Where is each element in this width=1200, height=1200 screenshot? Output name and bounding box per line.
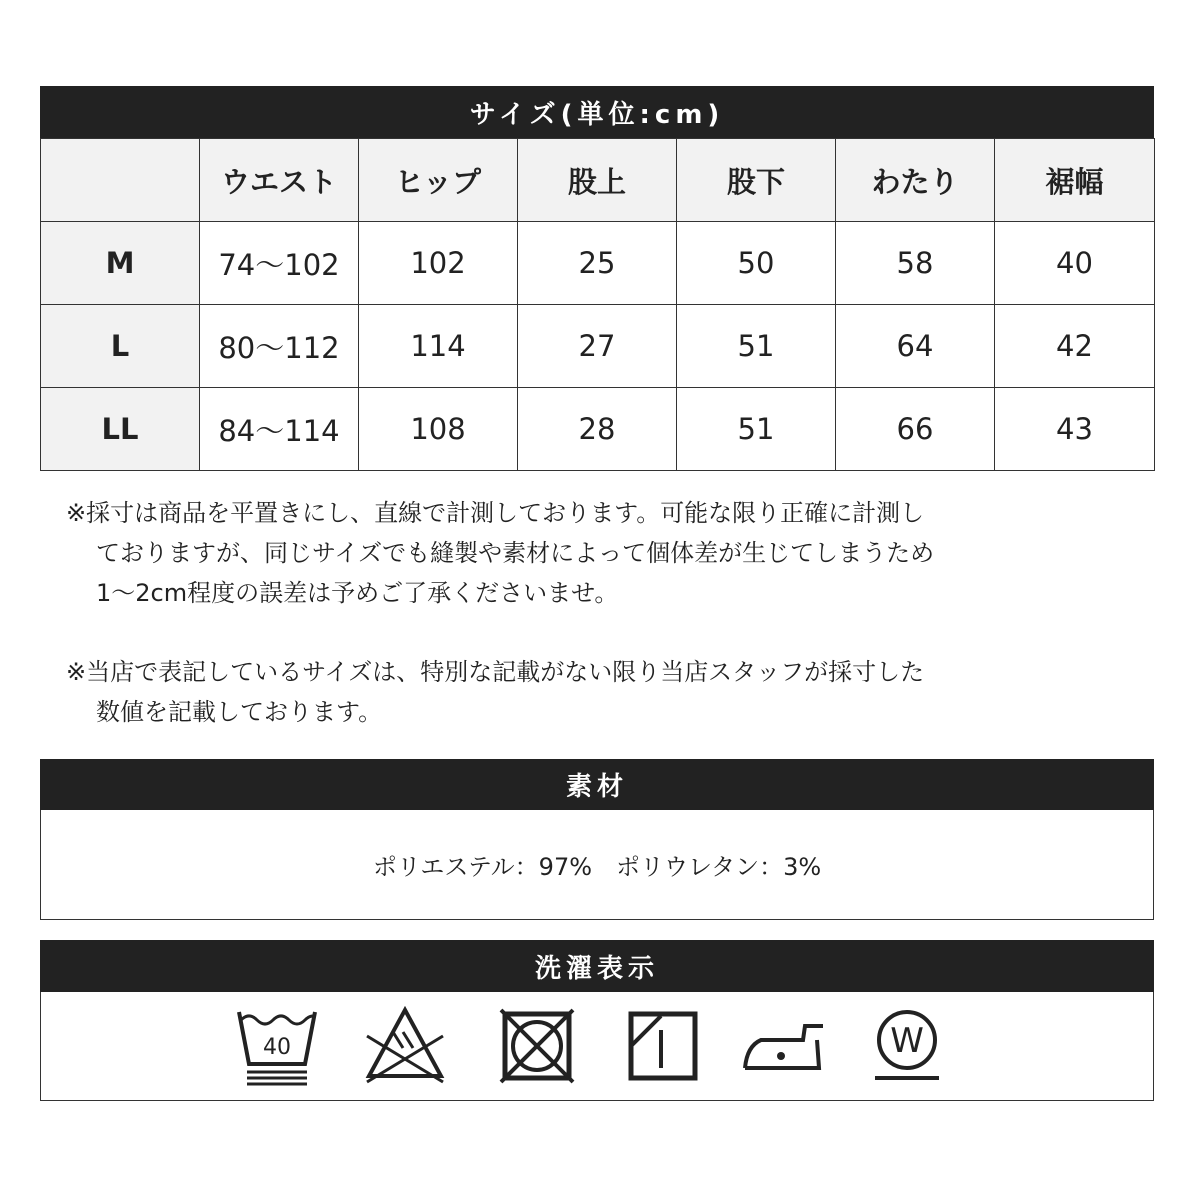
- material-section-title: 素材: [40, 759, 1154, 810]
- material-box: [40, 810, 1154, 920]
- size-table-header-row: [41, 139, 1155, 222]
- col-hip: ヒップ: [359, 139, 518, 222]
- table-cell: 42: [995, 305, 1155, 388]
- corner-cell: [41, 139, 200, 222]
- table-cell: 25: [518, 222, 677, 305]
- wet-clean-letter: W: [890, 1021, 924, 1061]
- table-cell: 51: [677, 305, 836, 388]
- no-tumble-dry-icon: [497, 1006, 577, 1086]
- table-cell: 28: [518, 388, 677, 471]
- note-line: ※採寸は商品を平置きにし、直線で計測しております。可能な限り正確に計測し: [66, 499, 925, 527]
- table-cell: 50: [677, 222, 836, 305]
- care-section-title: 洗濯表示: [40, 940, 1154, 992]
- note-line: ※当店で表記しているサイズは、特別な記載がない限り当店スタッフが採寸した: [66, 658, 925, 686]
- iron-low-icon: [741, 1006, 831, 1086]
- line-dry-shade-icon: [623, 1006, 703, 1086]
- table-cell: 66: [836, 388, 995, 471]
- note-line: ておりますが、同じサイズでも縫製や素材によって個体差が生じてしまうため: [96, 539, 935, 567]
- note-line: 1～2cm程度の誤差は予めご了承くださいませ。: [96, 579, 619, 607]
- table-cell: 64: [836, 305, 995, 388]
- size-label: LL: [41, 388, 200, 471]
- table-row: [41, 388, 1155, 471]
- note-line: 数値を記載しております。: [96, 698, 383, 726]
- no-bleach-icon: [365, 1006, 445, 1086]
- material-text: ポリエステル：97% ポリウレタン：3%: [372, 853, 822, 881]
- col-thigh: わたり: [836, 139, 995, 222]
- table-cell: 114: [359, 305, 518, 388]
- table-cell: 80～112: [200, 305, 359, 388]
- col-inseam: 股下: [677, 139, 836, 222]
- size-section-title: サイズ(単位:cm): [40, 86, 1154, 138]
- table-cell: 84～114: [200, 388, 359, 471]
- size-source-note: [66, 652, 924, 732]
- measurement-note: [66, 493, 934, 613]
- table-cell: 102: [359, 222, 518, 305]
- table-cell: 27: [518, 305, 677, 388]
- wash-temp-label: 40: [263, 1035, 291, 1060]
- size-table: [40, 138, 1155, 471]
- care-symbols-box: [40, 992, 1154, 1101]
- table-cell: 74～102: [200, 222, 359, 305]
- col-waist: ウエスト: [200, 139, 359, 222]
- size-label: L: [41, 305, 200, 388]
- table-cell: 40: [995, 222, 1155, 305]
- table-row: [41, 222, 1155, 305]
- table-cell: 58: [836, 222, 995, 305]
- wet-clean-gentle-icon: [867, 1006, 947, 1086]
- table-cell: 51: [677, 388, 836, 471]
- size-label: M: [41, 222, 200, 305]
- table-cell: 43: [995, 388, 1155, 471]
- table-cell: 108: [359, 388, 518, 471]
- col-hem: 裾幅: [995, 139, 1155, 222]
- wash-tub-40-icon: [237, 1006, 317, 1086]
- col-rise: 股上: [518, 139, 677, 222]
- table-row: [41, 305, 1155, 388]
